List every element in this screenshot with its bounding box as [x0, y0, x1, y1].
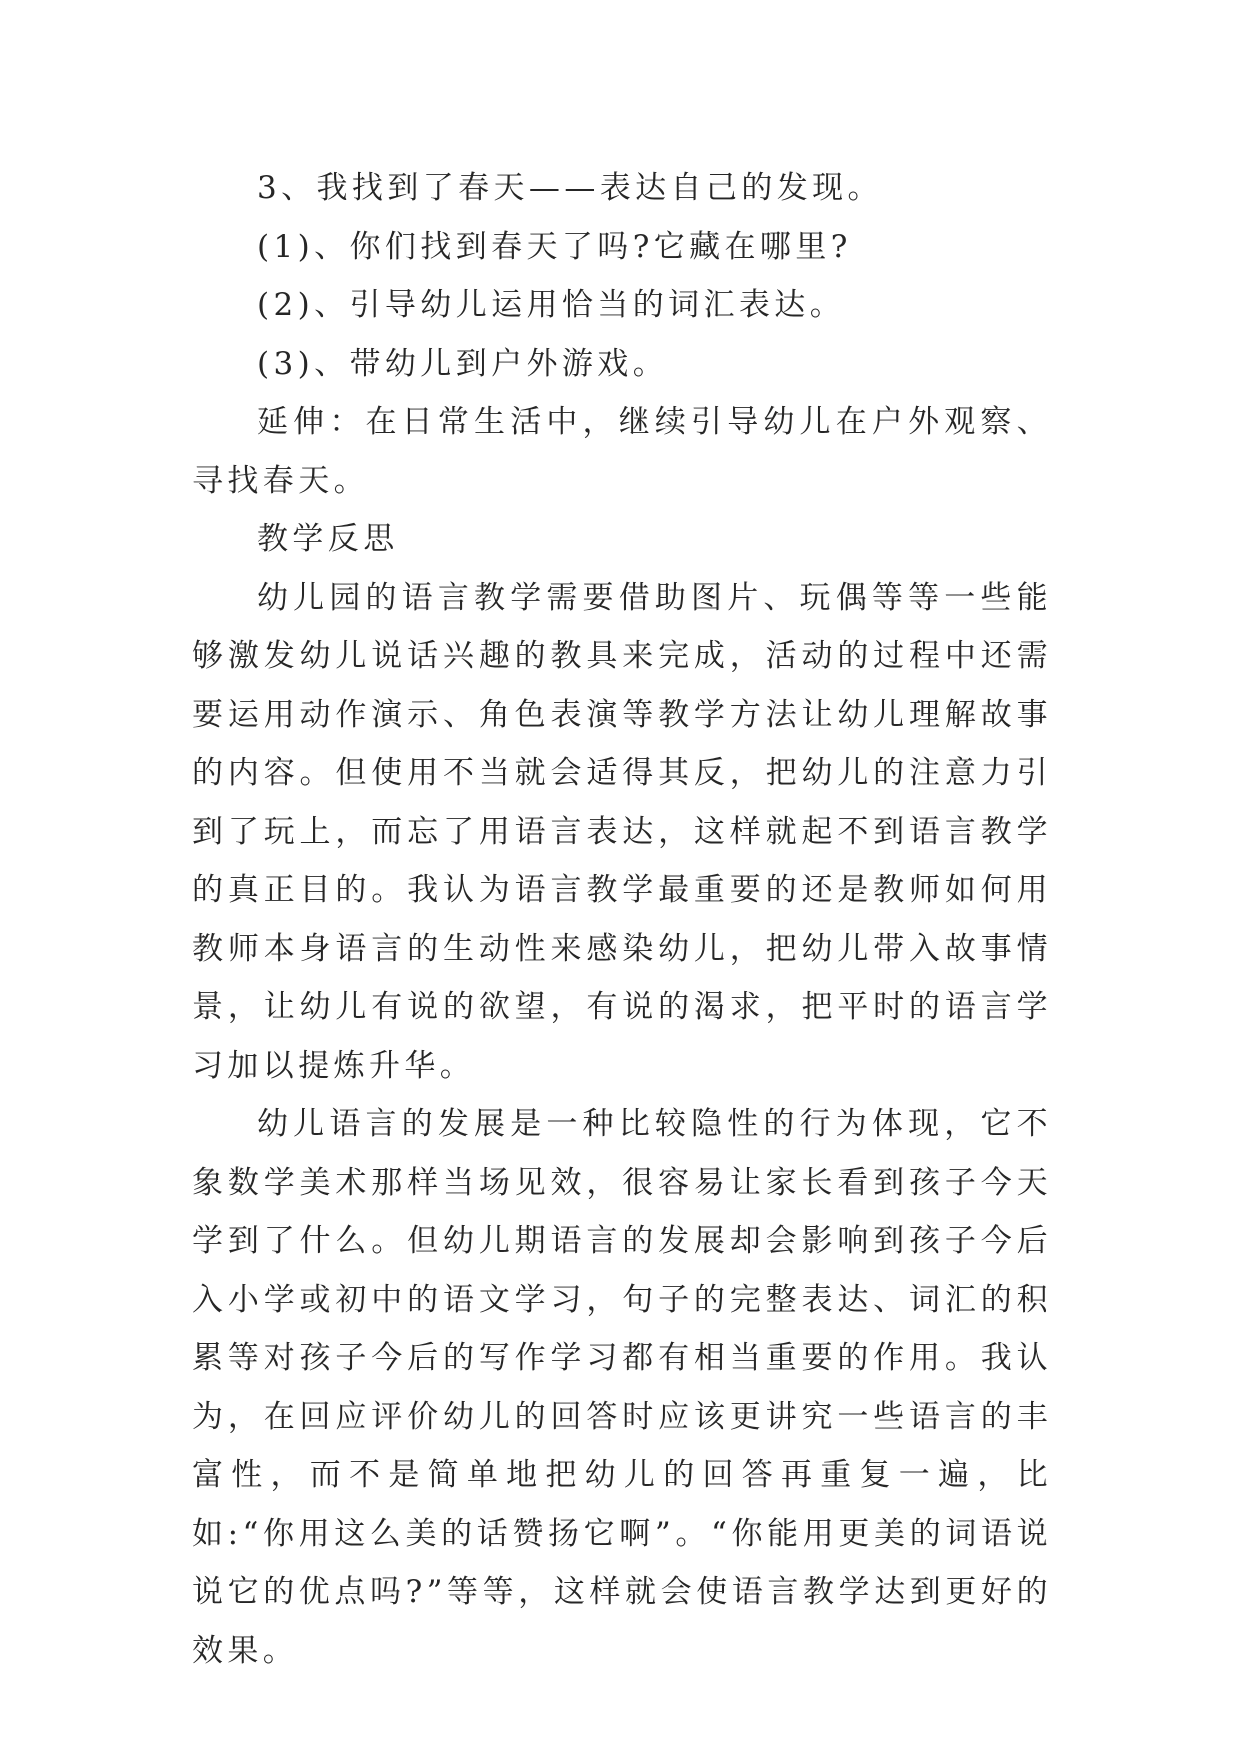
- step-3-heading: 3、我找到了春天——表达自己的发现。: [257, 170, 883, 206]
- reflection-paragraph-1: 幼儿园的语言教学需要借助图片、玩偶等等一些能够激发幼儿说话兴趣的教具来完成，活动的过程中还需要运用动作演示、角色表演等教学方法让幼儿理解故事的内容。但使用不当就会适得其反，把幼儿的注意力引到了玩上，而忘了用语言表达，这样就起不到语言教学的真正目的。我认为语言教学最重要的还是教师如何用教师本身语言的生动性来感染幼儿，把幼儿带入故事情景，让幼儿有说的欲望，有说的渴求，把平时的语言学习加以提炼升华。: [192, 579, 1052, 1084]
- step-3-item-3: (3)、带幼儿到户外游戏。: [257, 345, 669, 382]
- step-3-item-1: (1)、你们找到春天了吗?它藏在哪里?: [257, 228, 852, 265]
- document-body: [192, 159, 1052, 1680]
- reflection-paragraph-2: 幼儿语言的发展是一种比较隐性的行为体现，它不象数学美术那样当场见效，很容易让家长看到孩子今天学到了什么。但幼儿期语言的发展却会影响到孩子今后入小学或初中的语文学习，句子的完整表达、词汇的积累等对孩子今后的写作学习都有相当重要的作用。我认为，在回应评价幼儿的回答时应该更讲究一些语言的丰富性，而不是简单地把幼儿的回答再重复一遍，比如:“你用这么美的话赞扬它啊”。“你能用更美的词语说说它的优点吗?”等等，这样就会使语言教学达到更好的效果。: [192, 1106, 1052, 1669]
- step-3-item-2: (2)、引导幼儿运用恰当的词汇表达。: [257, 287, 846, 323]
- reflection-heading: 教学反思: [257, 521, 399, 557]
- extension-paragraph: 延伸：在日常生活中，继续引导幼儿在户外观察、寻找春天。: [192, 404, 1052, 499]
